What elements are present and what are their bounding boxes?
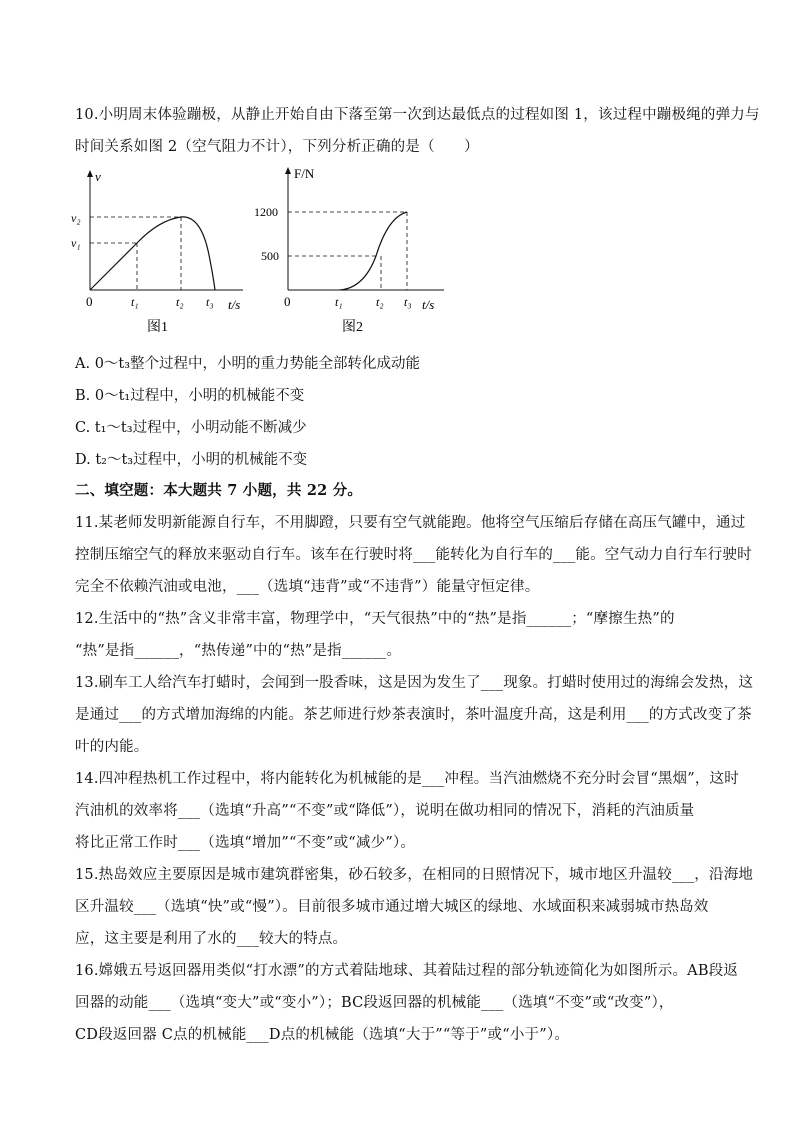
fig1-curve (90, 217, 215, 290)
q14-line1: 14.四冲程热机工作过程中，将内能转化为机械能的是___冲程。当汽油燃烧不充分时会冒“黑烟”，这时 (75, 771, 739, 787)
q15-line3: 应，这主要是利用了水的___较大的特点。 (75, 931, 348, 947)
q13-line1: 13.刷车工人给汽车打蜡时，会闻到一股香味，这是因为发生了___现象。打蜡时使用过的海绵会发热，这 (75, 675, 754, 691)
fig1-caption: 图1 (147, 320, 168, 335)
q12-line2: “热”是指______，“热传递”中的“热”是指______。 (75, 643, 402, 659)
q16-line3: CD段返回器 C点的机械能___D点的机械能（选填“大于”“等于”或“小于”）。 (75, 1027, 570, 1043)
fig2-500-label: 500 (261, 249, 279, 263)
fig2-t3-label: t₃ (404, 295, 412, 309)
q15-line1: 15.热岛效应主要原因是城市建筑群密集，砂石较多，在相同的日照情况下，城市地区升温较___，沿海地 (75, 867, 754, 883)
q15-line2: 区升温较___（选填“快”或“慢”）。目前很多城市通过增大城区的绿地、水域面积来减弱城市热岛效 (75, 899, 709, 915)
q14-line3: 将比正常工作时___（选填“增加”“不变”或“减少”）。 (75, 835, 416, 851)
fig2-t2-label: t₂ (376, 295, 384, 309)
q11-line3: 完全不依赖汽油或电池，___（选填“违背”或“不违背”）能量守恒定律。 (75, 579, 540, 595)
q10-option-c: C. t₁～t₃过程中，小明动能不断减少 (75, 420, 307, 436)
section-heading-fill-in: 二、填空题：本大题共 7 小题，共 22 分。 (75, 482, 363, 499)
fig2-curve (340, 212, 407, 290)
fig1-v2-label: v₂ (71, 211, 81, 225)
fig1-t1-label: t₁ (131, 295, 139, 309)
fig2-1200-label: 1200 (254, 205, 278, 219)
q10-option-a: A. 0～t₃整个过程中，小明的重力势能全部转化成动能 (75, 356, 421, 372)
figure-1-velocity-time-graph (71, 165, 250, 340)
fig1-y-label: v (95, 169, 101, 184)
fig2-x-label: t/s (422, 297, 435, 312)
fig1-origin-label: 0 (86, 294, 93, 309)
q10-option-d: D. t₂～t₃过程中，小明的机械能不变 (75, 452, 308, 468)
q13-line2: 是通过___的方式增加海绵的内能。茶艺师进行炒茶表演时，茶叶温度升高，这是利用___的方式改变了茶 (75, 707, 752, 723)
q14-line2: 汽油机的效率将___（选填“升高”“不变”或“降低”），说明在做功相同的情况下，消耗的汽油质量 (75, 803, 695, 819)
fig1-t3-label: t₃ (206, 295, 214, 309)
fig2-caption: 图2 (342, 320, 363, 335)
q13-line3: 叶的内能。 (75, 739, 149, 755)
q11-line1: 11.某老师发明新能源自行车，不用脚蹬，只要有空气就能跑。他将空气压缩后存储在高压气罐中，通过 (75, 515, 746, 531)
q12-line1: 12.生活中的“热”含义非常丰富，物理学中，“天气很热”中的“热”是指______；“摩擦生热”的 (75, 611, 675, 627)
fig2-t1-label: t₁ (335, 295, 343, 309)
q11-line2: 控制压缩空气的释放来驱动自行车。该车在行驶时将___能转化为自行车的___能。空气动力自行车行驶时 (75, 547, 752, 563)
fig1-t2-label: t₂ (176, 295, 184, 309)
q10-stem-line2: 时间关系如图 2（空气阻力不计），下列分析正确的是（ ） (75, 139, 479, 155)
fig1-x-label: t/s (228, 297, 241, 312)
fig1-v1-label: v₁ (71, 236, 81, 250)
q16-line1: 16.嫦娥五号返回器用类似“打水漂”的方式着陆地球、其着陆过程的部分轨迹简化为如图所示。AB段返 (75, 963, 739, 979)
q16-line2: 回器的动能___（选填“变大”或“变小”）；BC段返回器的机械能___（选填“不变”或“改变”）， (75, 995, 674, 1011)
fig2-origin-label: 0 (284, 294, 291, 309)
q10-stem-line1: 10.小明周末体验蹦极，从静止开始自由下落至第一次到达最低点的过程如图 1，该过程中蹦极绳的弹力与 (75, 107, 760, 123)
q10-option-b: B. 0～t₁过程中，小明的机械能不变 (75, 388, 305, 404)
figure-2-force-time-graph (252, 162, 452, 342)
fig2-y-label: F/N (294, 166, 315, 181)
